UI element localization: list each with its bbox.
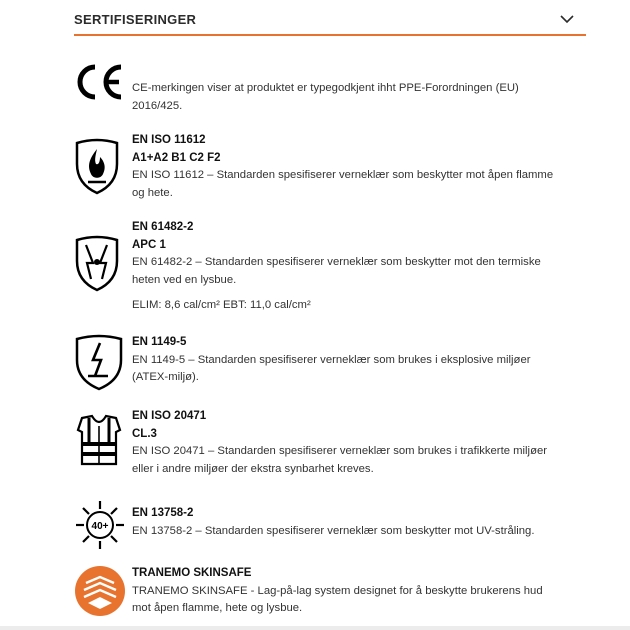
bottom-divider	[0, 626, 630, 630]
certifications-section-header[interactable]	[74, 6, 586, 36]
tranemo-skinsafe-icon	[74, 565, 126, 617]
cert-subtitle: A1+A2 B1 C2 F2	[132, 151, 221, 164]
cert-title: EN 13758-2	[132, 507, 194, 519]
cert-title: EN ISO 11612	[132, 134, 206, 146]
cert-title: EN 1149-5	[132, 336, 187, 348]
cert-desc: TRANEMO SKINSAFE - Lag-på-lag system designet for å beskytte brukerens hud mot åpen flamme, hete og lysbue.	[132, 584, 543, 614]
uv-icon-label: 40+	[91, 521, 109, 532]
uv-sun-icon	[74, 499, 126, 551]
cert-desc: EN 13758-2 – Standarden spesifiserer verneklær som beskytter mot UV-stråling.	[132, 524, 535, 537]
chevron-down-icon[interactable]	[560, 12, 574, 26]
cert-desc: CE-merkingen viser at produktet er typegodkjent ihht PPE-Forordningen (EU) 2016/425.	[132, 82, 519, 112]
cert-desc: EN 61482-2 – Standarden spesifiserer verneklær som beskytter mot den termiske heten ved en lysbue.	[132, 256, 541, 286]
section-title: SERTIFISERINGER	[74, 12, 197, 27]
cert-title: EN ISO 20471	[132, 410, 207, 422]
arc-flash-shield-icon	[74, 233, 120, 293]
cert-subtitle: APC 1	[132, 238, 166, 251]
cert-desc: EN 1149-5 – Standarden spesifiserer verneklær som brukes i eksplosive miljøer (ATEX-miljø).	[132, 353, 531, 383]
flame-shield-icon	[74, 136, 120, 196]
ce-mark-icon	[74, 60, 126, 104]
cert-desc: EN ISO 11612 – Standarden spesifiserer verneklær som beskytter mot åpen flamme og hete.	[132, 169, 554, 199]
cert-title: TRANEMO SKINSAFE	[132, 567, 252, 579]
antistatic-shield-icon	[74, 332, 124, 392]
cert-extra: ELIM: 8,6 cal/cm² EBT: 11,0 cal/cm²	[132, 299, 311, 311]
cert-title: EN 61482-2	[132, 221, 194, 233]
cert-subtitle: CL.3	[132, 427, 157, 440]
cert-desc: EN ISO 20471 – Standarden spesifiserer verneklær som brukes i trafikkerte miljøer eller i andre miljøer der ekstra synbarhet kreves.	[132, 445, 548, 475]
hi-vis-vest-icon	[74, 412, 124, 470]
